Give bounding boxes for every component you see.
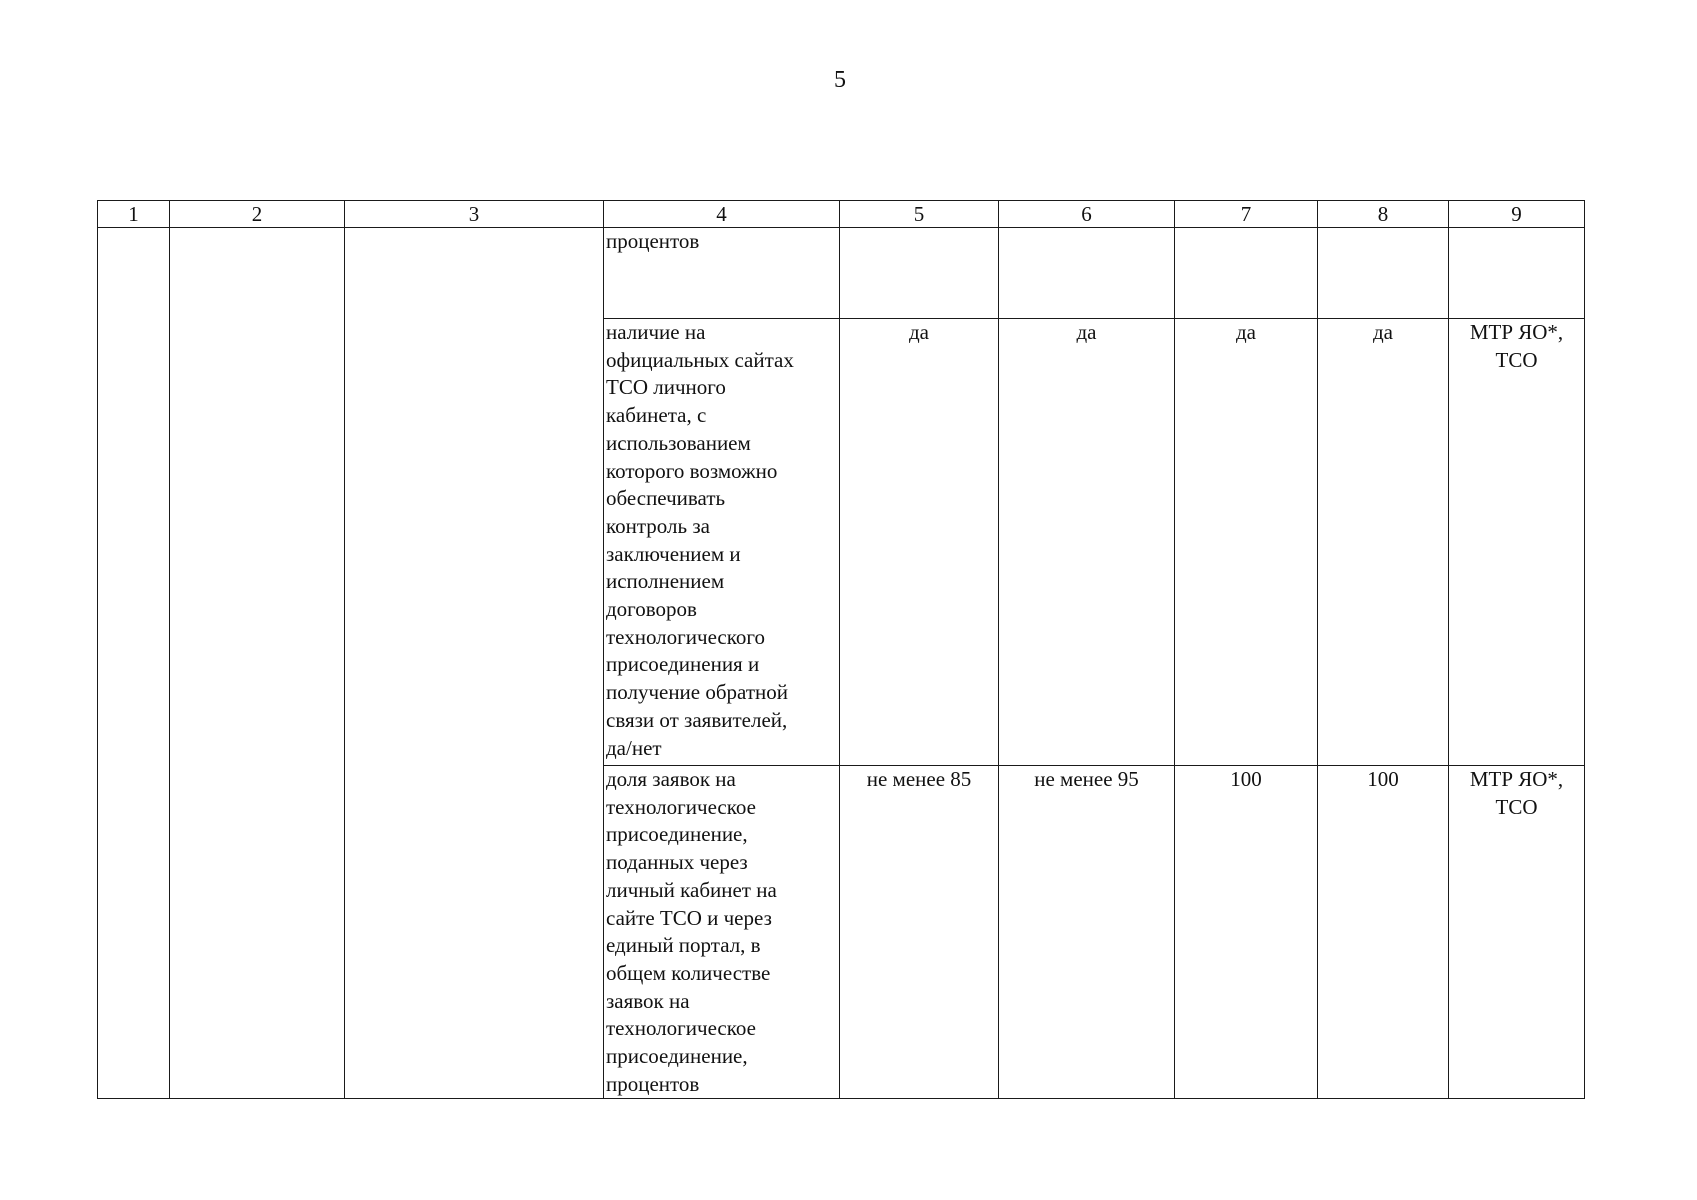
value-cell-col-8: 100 [1318,766,1449,1099]
indicators-table [97,200,1585,1099]
header-cell: 9 [1449,201,1585,228]
header-cell: 5 [840,201,999,228]
header-cell: 7 [1175,201,1318,228]
header-cell: 1 [98,201,170,228]
empty-cell-col-3 [345,228,604,1099]
table-row [98,228,1585,319]
header-cell: 6 [999,201,1175,228]
responsible-cell: МТР ЯО*, ТСО [1449,319,1585,766]
empty-cell-col-2 [170,228,345,1099]
value-cell-col-6: да [999,319,1175,766]
empty-cell-col-1 [98,228,170,1099]
table-header-row [98,201,1585,228]
indicator-cell: доля заявок на технологическое присоединение, поданных через личный кабинет на сайте ТСО и через единый портал, в общем количестве заявок на технологическое присоединение, процентов [604,766,840,1099]
header-cell: 3 [345,201,604,228]
value-cell-col-8: да [1318,319,1449,766]
indicator-cell: наличие на официальных сайтах ТСО личного кабинета, с использованием которого возможно обеспечивать контроль за заключением и исполнением договоров технологического присоединения и получение обратной связи от заявителей, да/нет [604,319,840,766]
value-cell-col-5 [840,228,999,319]
responsible-cell: МТР ЯО*, ТСО [1449,766,1585,1099]
value-cell-col-5: да [840,319,999,766]
header-cell: 4 [604,201,840,228]
value-cell-col-6 [999,228,1175,319]
value-cell-col-5: не менее 85 [840,766,999,1099]
indicator-cell: процентов [604,228,840,319]
responsible-cell [1449,228,1585,319]
value-cell-col-6: не менее 95 [999,766,1175,1099]
value-cell-col-7 [1175,228,1318,319]
header-cell: 8 [1318,201,1449,228]
value-cell-col-8 [1318,228,1449,319]
page-number: 5 [834,67,846,93]
header-cell: 2 [170,201,345,228]
value-cell-col-7: 100 [1175,766,1318,1099]
value-cell-col-7: да [1175,319,1318,766]
